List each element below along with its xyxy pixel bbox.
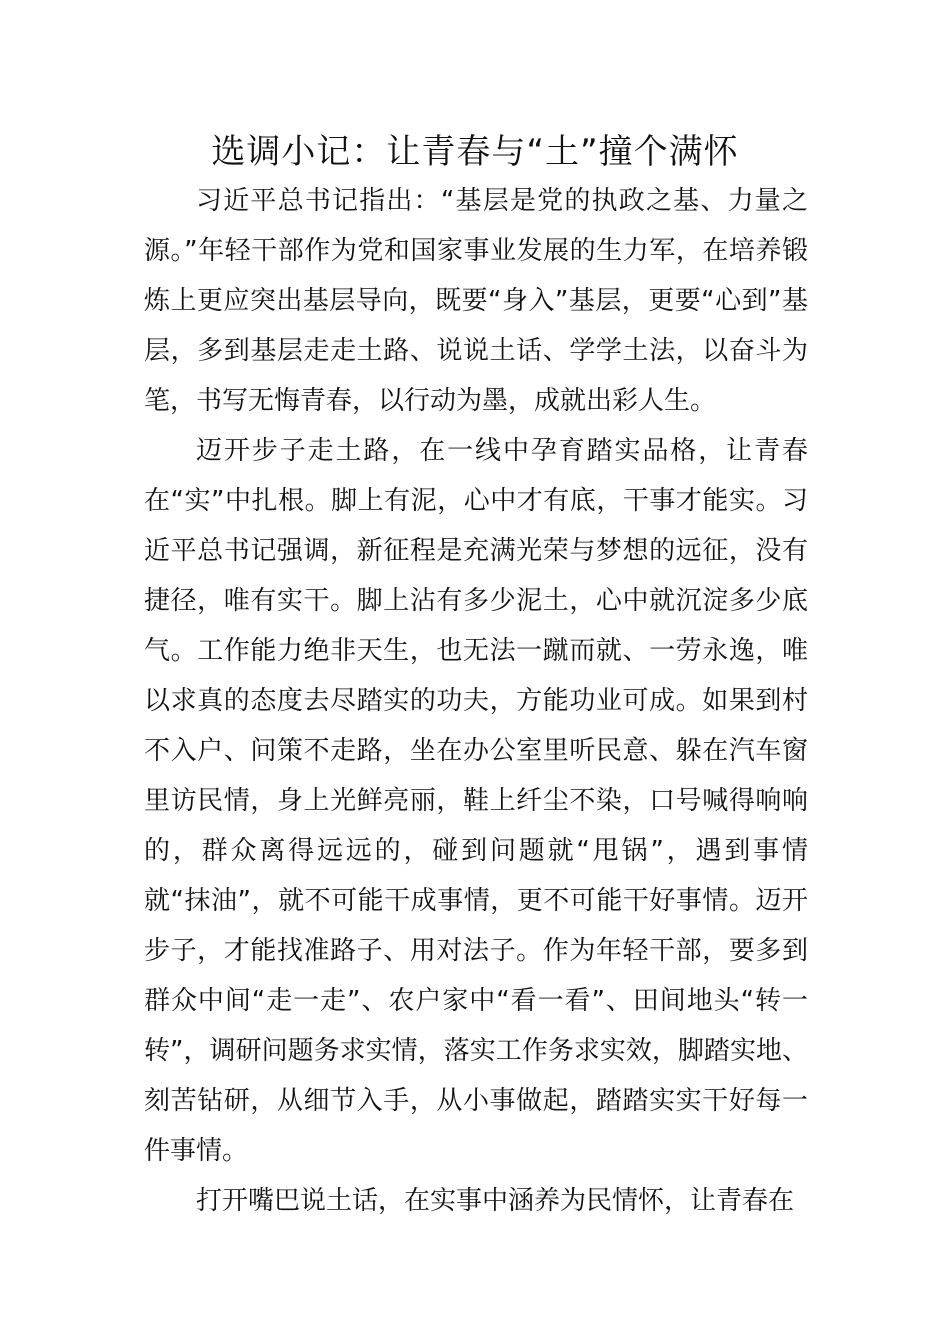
- document-body: [144, 176, 808, 1226]
- document-title: 选调小记：让青春与“土”撞个满怀: [211, 132, 739, 172]
- paragraph-walk-dirt-road: 迈开步子走土路，在一线中孕育踏实品格，让青春在“实”中扎根。脚上有泥，心中才有底，干事才能实。习近平总书记强调，新征程是充满光荣与梦想的远征，没有捷径，唯有实干。脚上沾有多少泥土，心中就沉淀多少底气。工作能力绝非天生，也无法一蹴而就、一劳永逸，唯以求真的态度去尽踏实的功夫，方能功业可成。如果到村不入户、问策不走路，坐在办公室里听民意、躲在汽车窗里访民情，身上光鲜亮丽，鞋上纤尘不染，口号喊得响响的，群众离得远远的，碰到问题就“甩锅”，遇到事情就“抹油”，就不可能干成事情，更不可能干好事情。迈开步子，才能找准路子、用对法子。作为年轻干部，要多到群众中间“走一走”、农户家中“看一看”、田间地头“转一转”，调研问题务求实情，落实工作务求实效，脚踏实地、刻苦钻研，从细节入手，从小事做起，踏踏实实干好每一件事情。: [144, 436, 808, 1166]
- paragraph-speak-local-dialect: 打开嘴巴说土话，在实事中涵养为民情怀，让青春在: [196, 1186, 795, 1216]
- paragraph-intro: 习近平总书记指出：“基层是党的执政之基、力量之源。”年轻干部作为党和国家事业发展的生力军，在培养锻炼上更应突出基层导向，既要“身入”基层，更要“心到”基层，多到基层走走土路、说说土话、学学土法，以奋斗为笔，书写无悔青春，以行动为墨，成就出彩人生。: [144, 186, 808, 416]
